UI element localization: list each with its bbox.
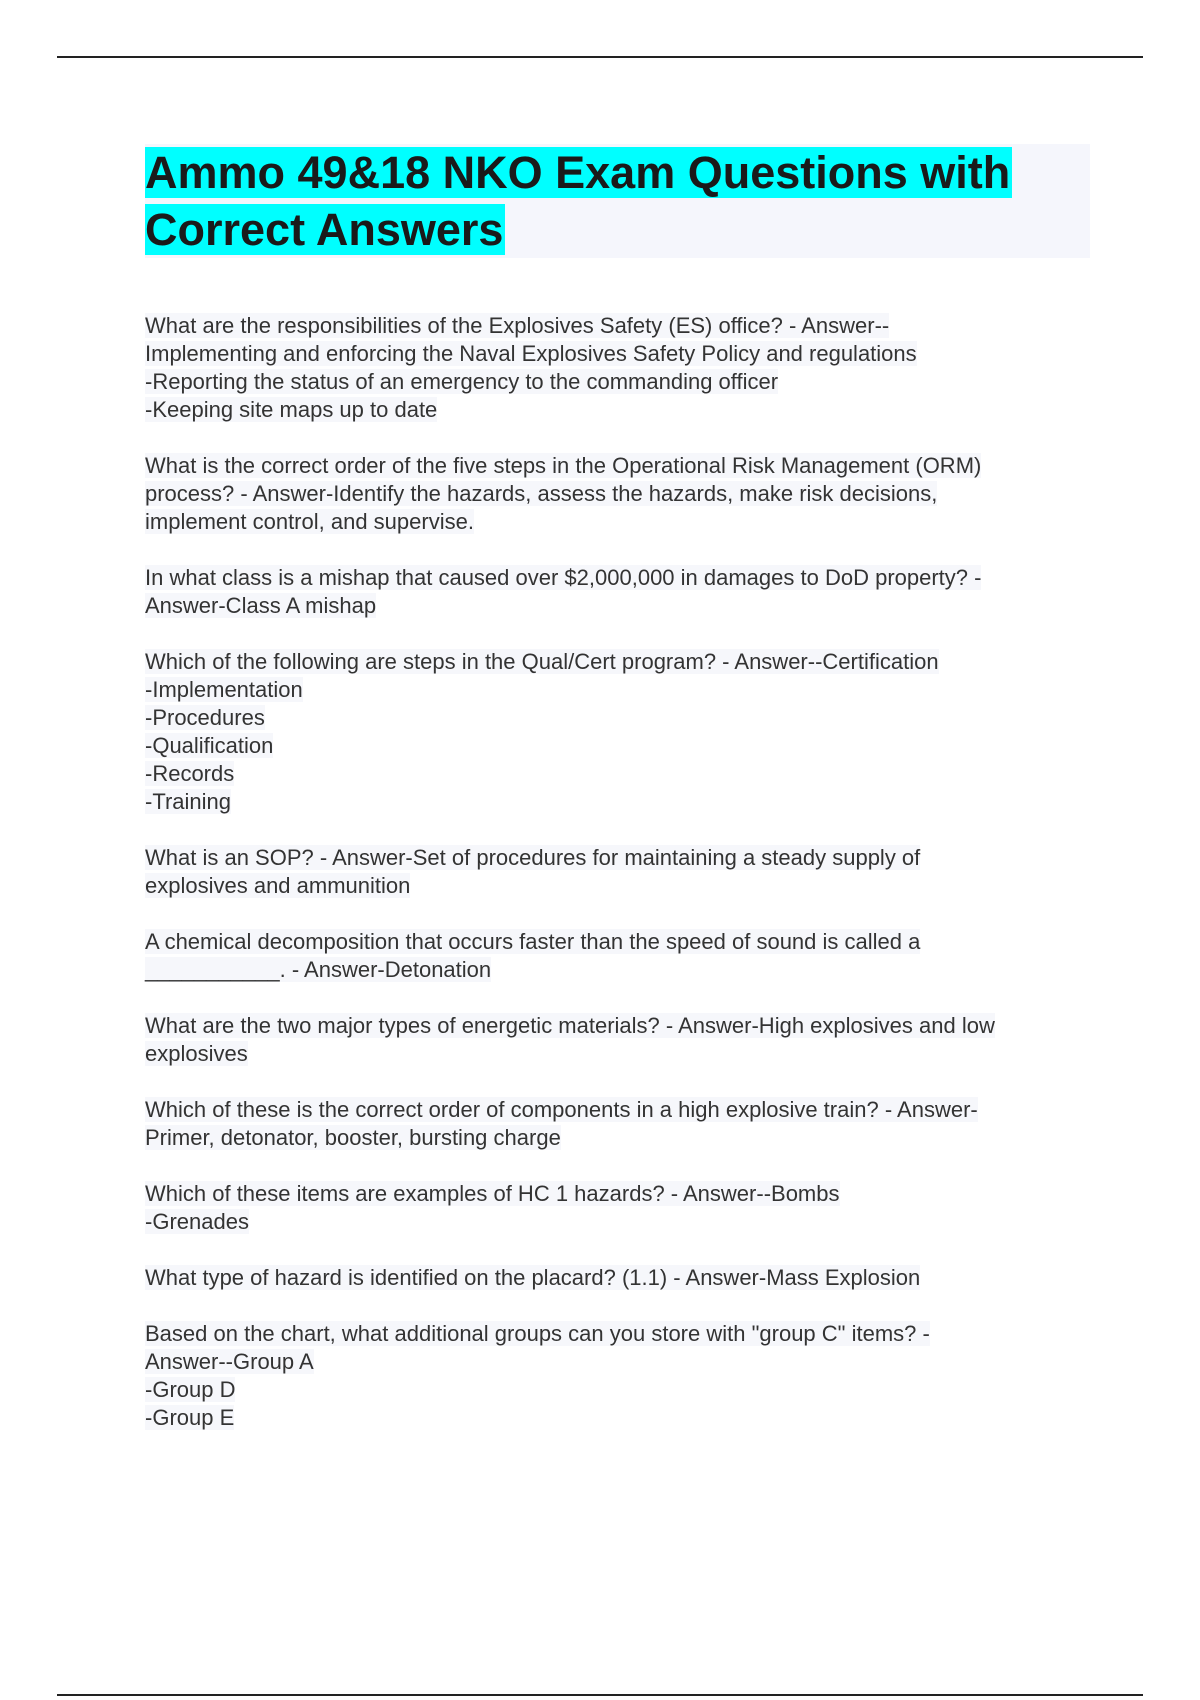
qa-line: implement control, and supervise. <box>145 509 474 534</box>
qa-line: Answer-Class A mishap <box>145 593 377 618</box>
qa-line: What type of hazard is identified on the placard? (1.1) - Answer-Mass Explosion <box>145 1265 921 1290</box>
qa-item <box>145 312 1090 424</box>
qa-line: Primer, detonator, booster, bursting charge <box>145 1125 561 1150</box>
qa-line: In what class is a mishap that caused over $2,000,000 in damages to DoD property? - <box>145 565 982 590</box>
qa-item <box>145 844 1090 900</box>
qa-line: Answer--Group A <box>145 1349 314 1374</box>
qa-line: What are the two major types of energetic materials? - Answer-High explosives and low <box>145 1013 995 1038</box>
qa-line: explosives <box>145 1041 248 1066</box>
qa-line: ___________. - Answer-Detonation <box>145 957 492 982</box>
document-title <box>145 144 1090 258</box>
qa-line: -Procedures <box>145 705 265 730</box>
bottom-rule <box>57 1694 1143 1696</box>
qa-line: What is the correct order of the five steps in the Operational Risk Management (ORM) <box>145 453 982 478</box>
qa-item <box>145 1320 1090 1432</box>
qa-line: A chemical decomposition that occurs faster than the speed of sound is called a <box>145 929 921 954</box>
qa-line: -Qualification <box>145 733 274 758</box>
document-body <box>145 144 1090 1460</box>
qa-item <box>145 564 1090 620</box>
qa-item <box>145 928 1090 984</box>
qa-line: -Training <box>145 789 231 814</box>
qa-line: What is an SOP? - Answer-Set of procedures for maintaining a steady supply of <box>145 845 921 870</box>
qa-line: What are the responsibilities of the Explosives Safety (ES) office? - Answer-- <box>145 313 890 338</box>
qa-line: Implementing and enforcing the Naval Explosives Safety Policy and regulations <box>145 341 917 366</box>
qa-line: process? - Answer-Identify the hazards, assess the hazards, make risk decisions, <box>145 481 938 506</box>
qa-line: Which of these items are examples of HC 1 hazards? - Answer--Bombs <box>145 1181 840 1206</box>
title-line-1: Ammo 49&18 NKO Exam Questions with <box>145 147 1011 198</box>
title-line-2: Correct Answers <box>145 204 504 255</box>
qa-item <box>145 1264 1090 1292</box>
qa-item <box>145 452 1090 536</box>
qa-item <box>145 1012 1090 1068</box>
qa-line: Which of the following are steps in the Qual/Cert program? - Answer--Certification <box>145 649 939 674</box>
qa-line: -Implementation <box>145 677 303 702</box>
qa-line: -Records <box>145 761 235 786</box>
qa-line: Which of these is the correct order of components in a high explosive train? - Answer- <box>145 1097 978 1122</box>
qa-line: -Keeping site maps up to date <box>145 397 438 422</box>
qa-line: -Grenades <box>145 1209 249 1234</box>
qa-line: explosives and ammunition <box>145 873 411 898</box>
qa-item <box>145 1180 1090 1236</box>
qa-line: -Group E <box>145 1405 235 1430</box>
qa-line: Based on the chart, what additional groups can you store with "group C" items? - <box>145 1321 930 1346</box>
top-rule <box>57 56 1143 58</box>
qa-item <box>145 1096 1090 1152</box>
qa-item <box>145 648 1090 816</box>
qa-line: -Reporting the status of an emergency to the commanding officer <box>145 369 779 394</box>
qa-line: -Group D <box>145 1377 236 1402</box>
